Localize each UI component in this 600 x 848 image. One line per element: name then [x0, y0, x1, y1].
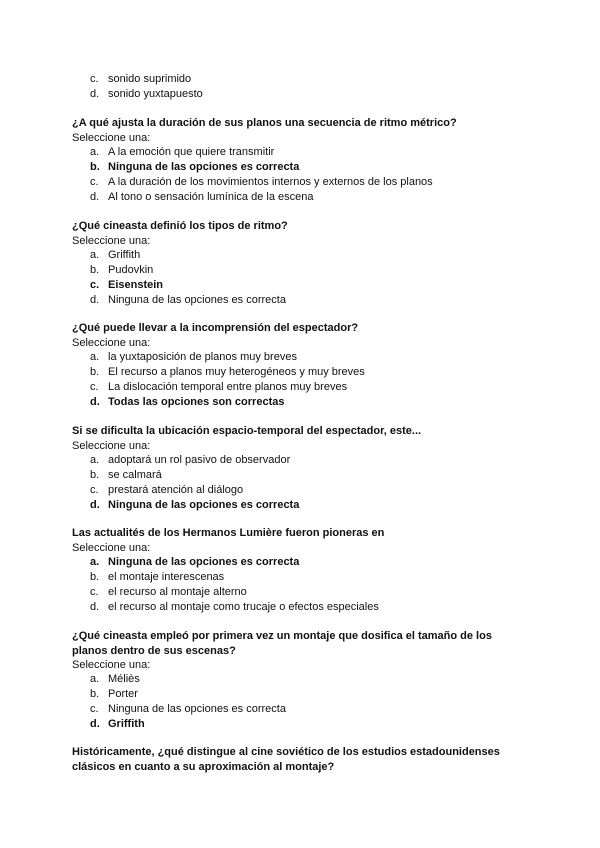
question-prompt: Seleccione una: [72, 337, 151, 349]
question-option: c. La dislocación temporal entre planos muy breves [90, 381, 348, 393]
question-title: Históricamente, ¿qué distingue al cine soviético de los estudios estadounidenses clásicos en cuanto a su aproximación al montaje? [72, 746, 500, 773]
question-option: d. el recurso al montaje como trucaje o efectos especiales [90, 601, 379, 613]
question-option: b. se calmará [90, 469, 162, 481]
question-prompt: Seleccione una: [72, 132, 151, 144]
question-title: ¿A qué ajusta la duración de sus planos una secuencia de ritmo métrico? [72, 117, 457, 129]
question-option-correct: a. Ninguna de las opciones es correcta [90, 556, 300, 568]
question-prompt: Seleccione una: [72, 440, 151, 452]
question-option: c. Ninguna de las opciones es correcta [90, 703, 286, 715]
question-option: b. Porter [90, 688, 138, 700]
question-prompt: Seleccione una: [72, 542, 151, 554]
question-option: d. Ninguna de las opciones es correcta [90, 294, 286, 306]
question-option-correct: c. Eisenstein [90, 279, 164, 291]
question-option: a. Griffith [90, 249, 141, 261]
question-option-correct: d. Ninguna de las opciones es correcta [90, 499, 300, 511]
question-title: Si se dificulta la ubicación espacio-temporal del espectador, este... [72, 425, 422, 437]
question-option: a. A la emoción que quiere transmitir [90, 146, 275, 158]
leading-option-d: d. sonido yuxtapuesto [90, 88, 203, 100]
question-option: c. prestará atención al diálogo [90, 484, 244, 496]
question-title: ¿Qué cineasta definió los tipos de ritmo? [72, 220, 288, 232]
question-option-correct: d. Todas las opciones son correctas [90, 396, 285, 408]
question-option: b. Pudovkin [90, 264, 154, 276]
question-option: c. A la duración de los movimientos internos y externos de los planos [90, 176, 433, 188]
question-title: ¿Qué cineasta empleó por primera vez un montaje que dosifica el tamaño de los planos dentro de sus escenas? [72, 630, 492, 657]
question-option-correct: b. Ninguna de las opciones es correcta [90, 161, 300, 173]
question-option: b. el montaje interescenas [90, 571, 225, 583]
leading-option-c: c. sonido suprimido [90, 73, 192, 85]
question-option: b. El recurso a planos muy heterogéneos y muy breves [90, 366, 365, 378]
question-title: Las actualités de los Hermanos Lumière fueron pioneras en [72, 527, 385, 539]
question-prompt: Seleccione una: [72, 235, 151, 247]
question-prompt: Seleccione una: [72, 659, 151, 671]
question-option-correct: d. Griffith [90, 718, 145, 730]
question-option: d. Al tono o sensación lumínica de la escena [90, 191, 314, 203]
question-option: a. la yuxtaposición de planos muy breves [90, 351, 297, 363]
question-option: c. el recurso al montaje alterno [90, 586, 247, 598]
question-option: a. adoptará un rol pasivo de observador [90, 454, 291, 466]
question-title: ¿Qué puede llevar a la incomprensión del espectador? [72, 322, 359, 334]
question-option: a. Méliès [90, 673, 140, 685]
